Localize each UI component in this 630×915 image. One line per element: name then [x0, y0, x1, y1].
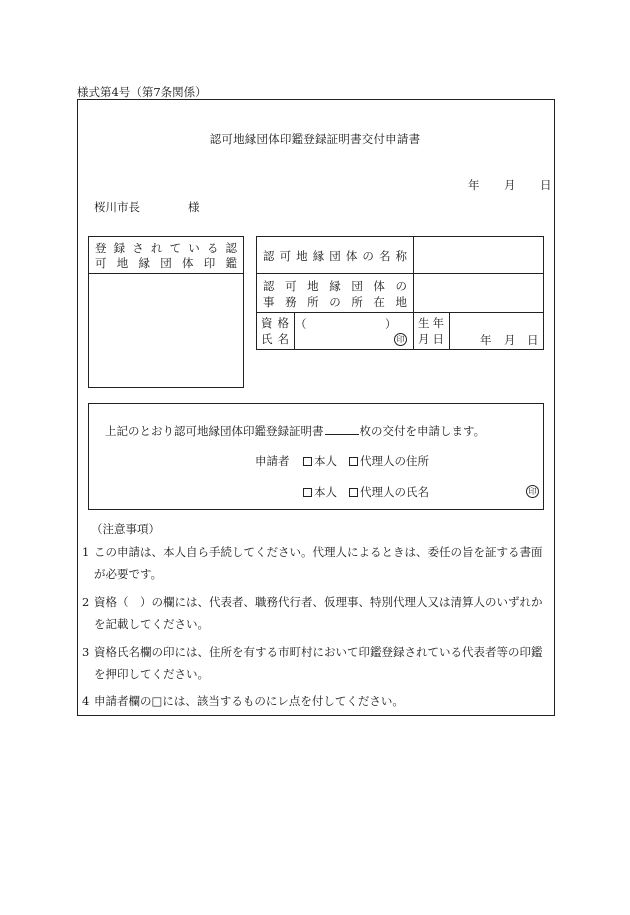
agent-address-label: 代理人の住所: [360, 454, 429, 468]
applicant-seal-mark-icon: 印: [526, 485, 539, 498]
birth-month-label: 月: [504, 333, 516, 347]
qualification-label: 資 格: [261, 316, 289, 330]
note-item-1: [82, 541, 550, 585]
birth-year-label: 年: [480, 333, 492, 347]
applicant-self-checkbox-2[interactable]: [303, 488, 312, 497]
birth-day-label: 日: [527, 333, 539, 347]
registered-seal-header-line2: 可 地 縁 団 体 印 鑑: [95, 256, 237, 270]
note-item-4: [82, 690, 550, 712]
applicant-self-label-2: 本人: [314, 485, 337, 499]
applicant-label: 申請者: [255, 454, 290, 468]
date-month-label: 月: [504, 178, 516, 192]
note-number: 3: [82, 645, 90, 659]
agent-name-option[interactable]: [349, 484, 429, 500]
application-sentence-after: 枚の交付を申請します。: [359, 424, 486, 438]
applicant-self-option-2[interactable]: [303, 484, 337, 500]
birthdate-label-line1: 生 年: [418, 316, 444, 330]
note-item-2: [82, 591, 550, 635]
table-divider: [413, 312, 414, 349]
representative-name-field[interactable]: [297, 331, 389, 347]
form-number-label: 様式第4号（第7条関係）: [77, 85, 207, 99]
name-label: 氏 名: [261, 332, 289, 346]
application-sentence-before: 上記のとおり認可地縁団体印鑑登録証明書: [105, 424, 324, 438]
seal-mark-icon: 印: [394, 333, 407, 346]
registered-seal-box: [88, 236, 244, 388]
applicant-self-label: 本人: [314, 454, 337, 468]
birthdate-label-line2: 月 日: [418, 332, 444, 346]
addressee-name: 桜川市長: [94, 200, 140, 214]
registered-seal-header: [89, 237, 243, 274]
application-box: [88, 403, 544, 510]
date-year-label: 年: [468, 178, 480, 192]
agent-name-checkbox[interactable]: [349, 488, 358, 497]
agent-name-label: 代理人の氏名: [360, 485, 429, 499]
note-text: 資格（ ）の欄には、代表者、職務代行者、仮理事、特別代理人又は清算人のいずれかを記載してください。: [94, 595, 543, 631]
office-address-label-line2: 事 務 所 の 所 在 地: [263, 295, 407, 309]
note-item-3: [82, 641, 550, 685]
note-number: 2: [82, 595, 90, 609]
qualification-paren-close: ）: [385, 317, 397, 331]
birthdate-field[interactable]: [450, 313, 543, 349]
association-info-table: [256, 236, 544, 350]
association-name-field[interactable]: [414, 237, 543, 273]
date-day-label: 日: [540, 178, 552, 192]
applicant-self-checkbox[interactable]: [303, 457, 312, 466]
copies-count-field[interactable]: [325, 424, 359, 435]
applicant-self-option[interactable]: [303, 453, 337, 469]
note-text: 資格氏名欄の印には、住所を有する市町村において印鑑登録されている代表者等の印鑑を押印してください。: [94, 645, 543, 681]
application-sentence: [105, 423, 485, 439]
registered-seal-header-line1: 登 録 さ れ て い る 認: [95, 241, 237, 255]
seal-impression-area[interactable]: [89, 274, 243, 387]
association-name-label: 認 可 地 縁 団 体 の 名 称: [263, 249, 407, 263]
notes-heading: （注意事項）: [91, 522, 160, 536]
note-number: 4: [82, 694, 90, 708]
qualification-paren-open: （: [295, 317, 307, 331]
note-text: 申請者欄の□には、該当するものにレ点を付してください。: [94, 694, 404, 708]
note-text: この申請は、本人自ら手続してください。代理人によるときは、委任の旨を証する書面が必要です。: [94, 545, 543, 581]
form-title: 認可地縁団体印鑑登録証明書交付申請書: [209, 132, 421, 146]
office-address-field[interactable]: [414, 274, 543, 312]
qualification-field[interactable]: [309, 314, 385, 329]
note-number: 1: [82, 545, 90, 559]
agent-address-option[interactable]: [349, 453, 429, 469]
office-address-label-line1: 認 可 地 縁 団 体 の: [263, 279, 407, 293]
agent-address-checkbox[interactable]: [349, 457, 358, 466]
addressee-honorific: 様: [188, 200, 200, 214]
